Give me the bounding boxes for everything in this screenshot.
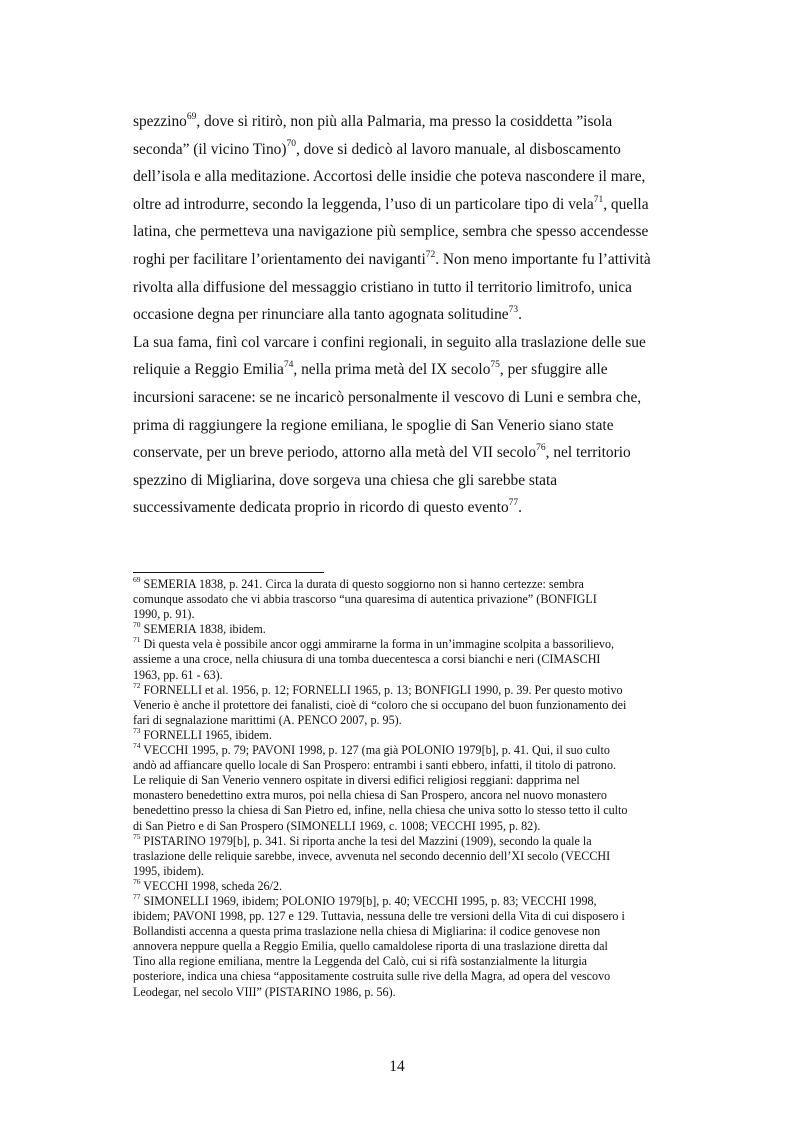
text-run: occasione degna per rinunciare alla tanto agognata solitudine (133, 306, 509, 324)
page-number: 14 (389, 1058, 405, 1075)
footnote-marker: 75 (133, 831, 141, 841)
text-run: conservate, per un breve periodo, attorno alla metà del VII secolo (133, 444, 537, 462)
footnote-line (133, 985, 693, 1000)
footnotes (133, 574, 693, 1000)
text-run: PISTARINO 1979[b], p. 341. Si riporta anche la tesi del Mazzini (1909), secondo la quale la (140, 833, 592, 848)
footnote-marker: 74 (283, 360, 294, 371)
footnote-line (133, 819, 693, 834)
text-run: comunque assodato che vi abbia trascorso “una quaresima di autentica privazione” (BONFIGLI (133, 592, 597, 607)
footnote-line (133, 574, 693, 592)
text-run: di San Pietro e di San Prospero (SIMONELLI 1969, c. 1008; VECCHI 1995, p. 82). (133, 818, 541, 833)
body-text-line (133, 329, 689, 357)
body-text-line (133, 274, 689, 302)
text-run: andò ad affiancare quello locale di San Prospero: entrambi i santi ebbero, infatti, il titolo di patrono. (133, 758, 617, 773)
text-run: spezzino (133, 113, 187, 130)
body-text-line (133, 108, 689, 136)
text-run: ibidem; PAVONI 1998, pp. 127 e 129. Tuttavia, nessuna delle tre versioni della Vita di cui disposero i (133, 909, 625, 924)
text-run: fari di segnalazione marittimi (A. PENCO 2007, p. 95). (133, 712, 402, 727)
footnote-marker: 76 (536, 443, 546, 453)
footnote-line (133, 954, 693, 969)
text-run: posteriore, indica una chiesa “appositamente costruita sulle rive della Magra, ad opera del vescovo (133, 969, 611, 984)
text-run: 1963, pp. 61 - 63). (133, 667, 223, 682)
footnote-line (133, 622, 693, 637)
footnote-marker: 71 (133, 635, 141, 645)
footnote-line (133, 743, 693, 758)
footnote-line (133, 607, 693, 622)
footnote-line (133, 758, 693, 773)
body-text-line (133, 439, 689, 467)
body-text-line (133, 301, 689, 329)
footnote-marker: 70 (133, 620, 141, 630)
text-run: Di questa vela è possibile ancor oggi ammirarne la forma in un’immagine scolpita a bassorilievo, (140, 637, 615, 652)
text-run: assieme a una croce, nella chiusura di una tomba duecentesca a corsi bianchi e neri (CIMASCHI (133, 652, 601, 667)
footnote-marker: 73 (133, 725, 141, 735)
text-run: Bollandisti accenna a questa prima traslazione nella chiesa di Migliarina: il codice genovese non (133, 924, 601, 939)
text-run: , nel territorio (545, 444, 631, 462)
footnote-separator (133, 572, 324, 573)
footnote-line (133, 652, 693, 667)
body-text-line (133, 163, 689, 191)
text-run: La sua fama, finì col varcare i confini regionali, in seguito alla traslazione delle sue (133, 333, 646, 351)
body-text (133, 108, 689, 522)
footnote-marker: 74 (133, 741, 141, 750)
text-run: benedettino presso la chiesa di San Pietro ed, infine, nella chiesa che univa sotto lo stesso tetto il culto (133, 803, 628, 818)
footnote-marker: 77 (508, 498, 519, 509)
text-run: , dove si ritirò, non più alla Palmaria, ma presso la cosiddetta ”isola (196, 113, 613, 130)
text-run: dell’isola e alla meditazione. Accortosi delle insidie che poteva nascondere il mare, (133, 168, 646, 186)
footnote-line (133, 803, 693, 818)
text-run: oltre ad introdurre, secondo la leggenda, l’uso di un particolare tipo di vela (133, 195, 594, 213)
body-text-line (133, 494, 689, 522)
text-run: reliquie a Reggio Emilia (133, 361, 284, 379)
text-run: rivolta alla diffusione del messaggio cristiano in tutto il territorio limitrofo, unica (133, 278, 632, 296)
text-run: , per sfuggire alle (499, 361, 608, 379)
footnote-line (133, 637, 693, 652)
text-run: traslazione delle reliquie sarebbe, invece, avvenuta nel secondo decennio dell’XI secolo (VECCHI (133, 848, 611, 863)
text-run: prima di raggiungere la regione emiliana, le spoglie di San Venerio siano state (133, 416, 614, 434)
text-run: 1990, p. 91). (133, 607, 195, 622)
footnote-marker: 73 (508, 305, 519, 316)
footnote-marker: 76 (133, 876, 141, 886)
footnote-line (133, 592, 693, 607)
text-run: SIMONELLI 1969, ibidem; POLONIO 1979[b], p. 40; VECCHI 1995, p. 83; VECCHI 1998, (140, 893, 597, 908)
footnote-line (133, 849, 693, 864)
text-run: SEMERIA 1838, ibidem. (140, 622, 266, 637)
text-run: . (518, 499, 523, 517)
text-run: incursioni saracene: se ne incaricò personalmente il vescovo di Luni e sembra che, (133, 388, 642, 406)
text-run: seconda” (il vicino Tino) (133, 140, 287, 158)
text-run: , quella (603, 195, 649, 213)
text-run: , dove si dedicò al lavoro manuale, al disboscamento (295, 140, 621, 158)
footnote-line (133, 668, 693, 683)
footnote-line (133, 891, 693, 909)
text-run: monastero benedettino extra muros, poi nella chiesa di San Prospero, ancora nel nuovo monastero (133, 788, 607, 803)
footnote-line (133, 680, 693, 698)
text-run: . Non meno importante fu l’attività (435, 250, 651, 268)
text-run: FORNELLI 1965, ibidem. (140, 727, 272, 742)
text-run: Tino alla regione emiliana, mentre la Leggenda del Calò, cui si rifà sostanzialmente la liturgia (133, 954, 588, 969)
footnote-line (133, 698, 693, 713)
footnote-marker: 77 (133, 891, 141, 901)
text-run: SEMERIA 1838, p. 241. Circa la durata di questo soggiorno non si hanno certezze: sembra (140, 577, 584, 591)
footnote-marker: 72 (425, 249, 436, 260)
footnote-line (133, 909, 693, 924)
text-run: latina, che permetteva una navigazione più semplice, sembra che spesso accendesse (133, 223, 649, 241)
footnote-marker: 75 (490, 360, 500, 371)
footnote-marker: 71 (593, 194, 604, 205)
text-run: 1995, ibidem). (133, 863, 204, 878)
footnote-line (133, 773, 693, 788)
footnote-line (133, 876, 693, 894)
footnote-line (133, 939, 693, 954)
footnote-line (133, 831, 693, 849)
footnote-marker: 69 (186, 111, 197, 122)
footnote-marker: 72 (133, 680, 141, 690)
text-run: FORNELLI et al. 1956, p. 12; FORNELLI 1965, p. 13; BONFIGLI 1990, p. 39. Per questo motivo (140, 682, 623, 697)
body-text-line (133, 467, 689, 495)
text-run: annovera neppure quella a Reggio Emilia, quello camaldolese riporta di una traslazione diretta dal (133, 939, 608, 954)
text-run: spezzino di Migliarina, dove sorgeva una chiesa che gli sarebbe stata (133, 471, 558, 489)
footnote-marker: 70 (286, 139, 296, 150)
text-run: VECCHI 1998, scheda 26/2. (140, 878, 283, 893)
footnote-line (133, 969, 693, 984)
text-run: . (518, 306, 522, 324)
footnote-line (133, 713, 693, 728)
text-run: VECCHI 1995, p. 79; PAVONI 1998, p. 127 (ma già POLONIO 1979[b], p. 41. Qui, il suo culto (140, 743, 610, 758)
text-run: roghi per facilitare l’orientamento dei naviganti (133, 250, 426, 268)
footnote-marker: 69 (133, 574, 141, 584)
body-text-line (133, 218, 689, 246)
body-text-line (133, 412, 689, 440)
body-text-line (133, 246, 689, 274)
body-text-line (133, 191, 689, 219)
footnote-line (133, 788, 693, 803)
body-text-line (133, 136, 689, 164)
text-run: Leodegar, nel secolo VIII” (PISTARINO 1986, p. 56). (133, 984, 396, 999)
footnote-line (133, 864, 693, 879)
body-text-line (133, 384, 689, 412)
text-run: Le reliquie di San Venerio vennero ospitate in diversi edifici religiosi reggiani: dapprima nel (133, 773, 580, 788)
text-run: successivamente dedicata proprio in ricordo di questo evento (133, 499, 509, 517)
footnote-line (133, 924, 693, 939)
body-text-line (133, 356, 689, 384)
footnote-line (133, 725, 693, 743)
text-run: Venerio è anche il protettore dei fanalisti, cioè di “coloro che si occupano del buon funzionamento dei (133, 697, 627, 712)
text-run: , nella prima metà del IX secolo (293, 361, 491, 379)
